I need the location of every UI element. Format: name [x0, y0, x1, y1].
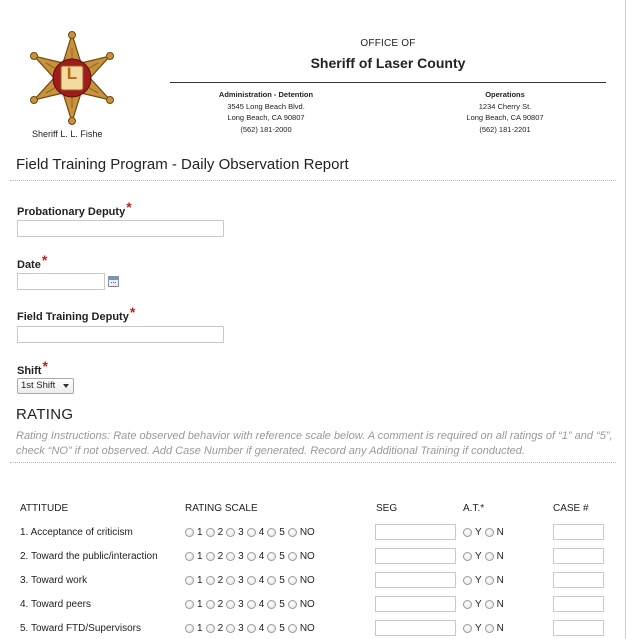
at-option-label: N: [496, 527, 504, 538]
rating-option-label: 3: [238, 599, 244, 610]
at-column-header: A.T.*: [463, 503, 485, 514]
radio-button[interactable]: [206, 624, 215, 633]
attitude-row-label: 4. Toward peers: [20, 599, 91, 610]
rating-option[interactable]: [226, 623, 244, 634]
radio-button[interactable]: [288, 600, 297, 609]
probationary-deputy-label-text: Probationary Deputy: [17, 206, 126, 218]
rating-option-label: 5: [279, 551, 285, 562]
at-option[interactable]: [463, 527, 482, 538]
form-title: Field Training Program - Daily Observation Report: [16, 156, 349, 173]
required-marker: *: [41, 252, 48, 268]
rating-option-label: 1: [197, 575, 203, 586]
date-input[interactable]: [17, 273, 105, 290]
at-option-label: Y: [475, 623, 482, 634]
radio-button[interactable]: [185, 576, 194, 585]
rating-option[interactable]: [247, 551, 265, 562]
at-option-label: Y: [475, 599, 482, 610]
rating-option[interactable]: [288, 623, 315, 634]
rating-option-label: 4: [258, 575, 265, 586]
rating-option[interactable]: [185, 575, 203, 586]
rating-option[interactable]: [288, 575, 315, 586]
radio-button[interactable]: [463, 600, 472, 609]
rating-option[interactable]: [247, 575, 265, 586]
seg-input[interactable]: [375, 548, 456, 564]
rating-option-label: 5: [279, 599, 285, 610]
divider: [10, 462, 616, 463]
field-training-deputy-input[interactable]: [17, 326, 224, 343]
rating-scale-group: [185, 551, 318, 562]
radio-button[interactable]: [206, 528, 215, 537]
radio-button[interactable]: [247, 624, 256, 633]
radio-button[interactable]: [206, 600, 215, 609]
rating-option[interactable]: [288, 527, 315, 538]
rating-option-label: NO: [299, 599, 315, 610]
rating-scale-group: [185, 599, 318, 610]
seg-input[interactable]: [375, 620, 456, 636]
rating-option-label: NO: [299, 551, 315, 562]
field-training-deputy-label-text: Field Training Deputy: [17, 311, 129, 323]
rating-option[interactable]: [206, 551, 224, 562]
radio-button[interactable]: [267, 528, 276, 537]
ops-phone: (562) 181-2201: [479, 124, 531, 134]
rating-option-label: 3: [238, 551, 244, 562]
rating-section-title: RATING: [16, 406, 74, 423]
rating-option[interactable]: [226, 599, 244, 610]
probationary-deputy-input[interactable]: [17, 220, 224, 237]
at-radio-group: [463, 527, 507, 538]
radio-button[interactable]: [288, 624, 297, 633]
rating-option[interactable]: [206, 623, 224, 634]
rating-option[interactable]: [247, 527, 265, 538]
rating-option[interactable]: [247, 599, 265, 610]
rating-option[interactable]: [226, 551, 244, 562]
attitude-row-label: 5. Toward FTD/Supervisors: [20, 623, 141, 634]
radio-button[interactable]: [463, 576, 472, 585]
radio-button[interactable]: [463, 528, 472, 537]
rating-option[interactable]: [206, 599, 224, 610]
radio-button[interactable]: [185, 528, 194, 537]
rating-option[interactable]: [267, 551, 285, 562]
rating-option[interactable]: [185, 599, 203, 610]
radio-button[interactable]: [226, 600, 235, 609]
rating-option[interactable]: [226, 527, 244, 538]
at-option[interactable]: [463, 623, 482, 634]
attitude-column-header: ATTITUDE: [20, 503, 69, 514]
office-of-label: OFFICE OF: [360, 38, 416, 49]
admin-phone: (562) 181-2000: [240, 124, 292, 134]
radio-button[interactable]: [485, 528, 494, 537]
seg-input[interactable]: [375, 572, 456, 588]
rating-option[interactable]: [226, 575, 244, 586]
at-option[interactable]: [463, 551, 482, 562]
rating-option[interactable]: [185, 527, 203, 538]
date-label: [17, 252, 48, 271]
radio-button[interactable]: [226, 528, 235, 537]
at-option-label: Y: [475, 575, 482, 586]
case-column-header: CASE #: [553, 503, 589, 514]
shift-label: [17, 358, 48, 377]
rating-option-label: 2: [217, 575, 224, 586]
shift-label-text: Shift: [17, 365, 42, 377]
rating-option-label: 4: [258, 623, 265, 634]
radio-button[interactable]: [485, 600, 494, 609]
radio-button[interactable]: [226, 576, 235, 585]
radio-button[interactable]: [267, 576, 276, 585]
field-training-deputy-label: [17, 304, 136, 323]
rating-scale-group: [185, 623, 318, 634]
radio-button[interactable]: [185, 624, 194, 633]
badge-letter: L: [66, 64, 78, 83]
rating-option[interactable]: [288, 551, 315, 562]
radio-button[interactable]: [485, 576, 494, 585]
at-option-label: N: [496, 599, 504, 610]
rating-option-label: 5: [279, 527, 285, 538]
case-number-input[interactable]: [553, 620, 604, 636]
radio-button[interactable]: [288, 552, 297, 561]
header-divider: [170, 82, 606, 83]
rating-scale-group: [185, 527, 318, 538]
required-marker: *: [129, 304, 136, 320]
rating-option-label: NO: [299, 575, 315, 586]
shift-selected-value: 1st Shift: [21, 380, 56, 391]
radio-button[interactable]: [485, 624, 494, 633]
at-option[interactable]: [463, 575, 482, 586]
rating-option-label: 2: [217, 599, 224, 610]
case-number-input[interactable]: [553, 524, 604, 540]
at-option[interactable]: [485, 527, 504, 538]
radio-button[interactable]: [288, 576, 297, 585]
radio-button[interactable]: [463, 552, 472, 561]
at-option[interactable]: [463, 599, 482, 610]
rating-option[interactable]: [288, 599, 315, 610]
radio-button[interactable]: [267, 624, 276, 633]
at-option[interactable]: [485, 551, 504, 562]
shift-select[interactable]: [17, 378, 74, 394]
radio-button[interactable]: [463, 624, 472, 633]
rating-option-label: 3: [238, 575, 244, 586]
radio-button[interactable]: [206, 552, 215, 561]
rating-option[interactable]: [206, 527, 224, 538]
radio-button[interactable]: [267, 552, 276, 561]
rating-option-label: 4: [258, 527, 265, 538]
at-option-label: N: [496, 575, 504, 586]
chevron-down-icon: [63, 384, 69, 388]
rating-option-label: 2: [217, 623, 224, 634]
at-option-label: Y: [475, 527, 482, 538]
divider: [10, 180, 616, 181]
radio-button[interactable]: [485, 552, 494, 561]
rating-option-label: 2: [217, 527, 224, 538]
rating-option-label: 1: [197, 623, 203, 634]
required-marker: *: [42, 358, 48, 374]
at-radio-group: [463, 551, 507, 562]
seg-column-header: SEG: [376, 503, 398, 514]
radio-button[interactable]: [185, 552, 194, 561]
case-number-input[interactable]: [553, 572, 604, 588]
seg-input[interactable]: [375, 596, 456, 612]
radio-button[interactable]: [185, 600, 194, 609]
rating-option-label: NO: [299, 623, 315, 634]
date-label-text: Date: [17, 259, 41, 271]
rating-option[interactable]: [247, 623, 265, 634]
rating-option-label: 3: [238, 527, 244, 538]
admin-address-block: [196, 89, 336, 135]
radio-button[interactable]: [247, 552, 256, 561]
at-option-label: N: [496, 551, 504, 562]
at-option[interactable]: [485, 575, 504, 586]
letterhead: [0, 0, 626, 150]
rating-instructions: Rating Instructions: Rate observed behavior with reference scale below. A comment is required on all ratings of “1” and “5”, check “NO” if not observed. Add Case Number if generated. Record any Additional Training if conducted.: [16, 430, 613, 457]
attitude-row-label: 2. Toward the public/interaction: [20, 551, 158, 562]
sheriff-name: Sheriff L. L. Fishe: [32, 129, 103, 139]
rating-scale-column-header: RATING SCALE: [185, 503, 258, 514]
at-option-label: N: [496, 623, 504, 634]
radio-button[interactable]: [247, 528, 256, 537]
at-option-label: Y: [475, 551, 482, 562]
rating-option[interactable]: [267, 623, 285, 634]
radio-button[interactable]: [247, 576, 256, 585]
rating-option-label: 5: [279, 623, 285, 634]
rating-option-label: 4: [258, 551, 265, 562]
ops-heading: Operations: [485, 90, 525, 99]
organization-title: Sheriff of Laser County: [310, 55, 466, 71]
rating-option[interactable]: [185, 551, 203, 562]
rating-option-label: 1: [197, 551, 203, 562]
rating-option[interactable]: [185, 623, 203, 634]
seg-input[interactable]: [375, 524, 456, 540]
at-radio-group: [463, 623, 507, 634]
case-number-input[interactable]: [553, 596, 604, 612]
probationary-deputy-label: [17, 199, 132, 218]
rating-option[interactable]: [267, 599, 285, 610]
rating-option-label: 5: [279, 575, 285, 586]
at-option[interactable]: [485, 599, 504, 610]
admin-heading: Administration - Detention: [218, 90, 314, 99]
rating-option-label: 3: [238, 623, 244, 634]
rating-scale-group: [185, 575, 318, 586]
attitude-row-label: 1. Acceptance of criticism: [20, 527, 133, 538]
radio-button[interactable]: [247, 600, 256, 609]
ops-city: Long Beach, CA 90807: [466, 113, 544, 122]
admin-city: Long Beach, CA 90807: [227, 113, 305, 122]
rating-option-label: 1: [197, 599, 203, 610]
rating-option[interactable]: [206, 575, 224, 586]
radio-button[interactable]: [226, 552, 235, 561]
attitude-row-label: 3. Toward work: [20, 575, 88, 586]
radio-button[interactable]: [206, 576, 215, 585]
at-radio-group: [463, 599, 507, 610]
ops-address-block: [440, 89, 570, 135]
case-number-input[interactable]: [553, 548, 604, 564]
rating-option-label: 4: [258, 599, 265, 610]
rating-option-label: NO: [299, 527, 315, 538]
radio-button[interactable]: [267, 600, 276, 609]
at-radio-group: [463, 575, 507, 586]
radio-button[interactable]: [226, 624, 235, 633]
required-marker: *: [126, 199, 132, 215]
calendar-icon[interactable]: [108, 276, 119, 287]
ops-street: 1234 Cherry St.: [478, 101, 532, 111]
rating-option[interactable]: [267, 527, 285, 538]
at-option[interactable]: [485, 623, 504, 634]
rating-option-label: 2: [217, 551, 224, 562]
rating-option[interactable]: [267, 575, 285, 586]
radio-button[interactable]: [288, 528, 297, 537]
rating-option-label: 1: [197, 527, 203, 538]
admin-street: 3545 Long Beach Blvd.: [227, 101, 305, 111]
